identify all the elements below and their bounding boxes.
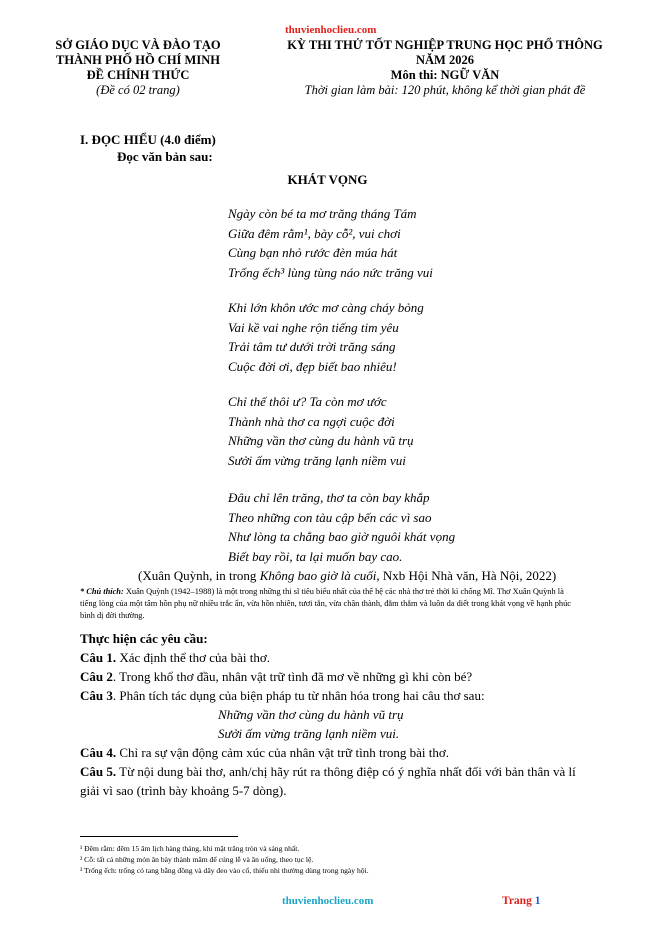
poem-line: Đâu chỉ lên trăng, thơ ta còn bay khắp <box>228 490 430 505</box>
source-book-title: Không bao giờ là cuối <box>259 568 377 583</box>
poem-stanza <box>228 298 424 376</box>
poem-source <box>138 568 556 584</box>
poem-line: Cùng bạn nhỏ rước đèn múa hát <box>228 245 398 260</box>
question-label: Câu 1. <box>80 650 117 665</box>
poem-stanza <box>228 392 414 470</box>
issuer-line: SỞ GIÁO DỤC VÀ ĐÀO TẠO <box>55 38 221 52</box>
question-text: Từ nội dung bài thơ, anh/chị hãy rút ra thông điệp có ý nghĩa nhất đối với bản thân và lí giải vì sao (trình bày khoảng 5-7 dòng). <box>80 764 576 798</box>
poem-line: Cuộc đời ơi, đẹp biết bao nhiêu! <box>228 358 397 374</box>
exam-subject: Môn thi: NGỮ VĂN <box>390 68 500 82</box>
poem-stanza <box>228 204 433 282</box>
question-1 <box>80 648 580 667</box>
poem-line: Thành nhà thơ ca ngợi cuộc đời <box>228 413 395 429</box>
poem-title: KHÁT VỌNG <box>287 172 368 187</box>
poem-line: Sưởi ấm vừng trăng lạnh niềm vui <box>228 452 406 468</box>
poem-line: Trống ếch³ lùng tùng náo nức trăng vui <box>228 264 433 280</box>
poem-line: Theo những con tàu cập bến các vì sao <box>228 509 432 525</box>
issuer-block <box>48 38 228 98</box>
official-label: ĐỀ CHÍNH THỨC <box>86 68 190 82</box>
poem-line: Như lòng ta chẳng bao giờ nguôi khát vọng <box>228 529 456 544</box>
site-watermark-top: thuvienhoclieu.com <box>285 24 377 36</box>
footnote-divider <box>80 836 238 837</box>
question-label: Câu 5. <box>80 764 117 779</box>
exam-duration: Thời gian làm bài: 120 phút, không kể thời gian phát đề <box>304 83 586 97</box>
footnote: ³ Trống ếch: trống có tang bằng đồng và dây đeo vào cổ, thiếu nhi thường dùng trong ngày hội. <box>80 866 369 875</box>
exam-title: KỲ THI THỬ TỐT NGHIỆP TRUNG HỌC PHỔ THÔNG <box>287 38 603 52</box>
question-4 <box>80 743 580 762</box>
poem-line: Những vần thơ cùng du hành vũ trụ <box>228 433 414 448</box>
poem-stanza <box>228 488 455 566</box>
poem-line: Biết bay rồi, ta lại muốn bay cao. <box>228 548 403 564</box>
source-prefix: (Xuân Quỳnh, in trong <box>138 568 260 583</box>
question-label: Câu 4. <box>80 745 117 760</box>
quoted-verse: Sưởi ấm vừng trăng lạnh niềm vui. <box>218 726 400 741</box>
question-text: . Trong khổ thơ đầu, nhân vật trữ tình đã mơ về những gì khi còn bé? <box>112 669 473 684</box>
footnote: ² Cỗ: tất cả những món ăn bày thành mâm để cúng lễ và ăn uống, theo tục lệ. <box>80 855 314 864</box>
poem-line: Chỉ thế thôi ư? Ta còn mơ ước <box>228 394 387 409</box>
note-text: Xuân Quỳnh (1942–1988) là một trong những thi sĩ tiêu biểu nhất của thế hệ các nhà thơ trẻ thời kì chống Mĩ. Thơ Xuân Quỳnh là tiếng lòng của một tâm hồn phụ nữ nhiều trắc ẩn, vừa hồn nhiên, tươi tắn, vừa chân thành, đằm thắm và luôn da diết trong khát vọng về hạnh phúc bình dị đời thường. <box>80 587 572 620</box>
section-heading: I. ĐỌC HIỂU (4.0 điểm) <box>80 132 216 147</box>
poem-line: Ngày còn bé ta mơ trăng tháng Tám <box>228 206 417 221</box>
page-number: 1 <box>534 895 541 907</box>
poem-line: Khi lớn khôn ước mơ càng cháy bỏng <box>228 300 424 315</box>
exam-title-block <box>255 38 635 98</box>
question-5 <box>80 762 580 800</box>
reading-instruction: Đọc văn bản sau: <box>117 149 213 164</box>
author-note <box>80 586 580 622</box>
site-watermark-bottom: thuvienhoclieu.com <box>282 895 374 907</box>
poem-line: Trải tâm tư dưới trời trăng sáng <box>228 339 396 354</box>
question-3 <box>80 686 580 705</box>
question-label: Câu 3 <box>80 688 113 703</box>
page-label: Trang <box>502 895 532 907</box>
quoted-verse: Những vần thơ cùng du hành vũ trụ <box>218 707 404 722</box>
question-2 <box>80 667 580 686</box>
footnote: ¹ Đêm rằm: đêm 15 âm lịch hàng tháng, khi mặt trăng tròn và sáng nhất. <box>80 844 300 853</box>
note-label: * Chú thích: <box>80 587 124 596</box>
page-indicator <box>502 895 540 907</box>
question-text: . Phân tích tác dụng của biện pháp tu từ nhân hóa trong hai câu thơ sau: <box>112 688 485 703</box>
page-count-note: (Đề có 02 trang) <box>96 83 180 97</box>
requirements-heading: Thực hiện các yêu cầu: <box>80 631 208 646</box>
source-suffix: , Nxb Hội Nhà văn, Hà Nội, 2022) <box>376 568 557 583</box>
question-text: Xác định thể thơ của bài thơ. <box>116 650 270 665</box>
issuer-line: THÀNH PHỐ HỒ CHÍ MINH <box>56 53 220 67</box>
question-text: Chỉ ra sự vận động cảm xúc của nhân vật trữ tình trong bài thơ. <box>116 745 450 760</box>
exam-year: NĂM 2026 <box>416 53 474 67</box>
poem-line: Vai kề vai nghe rộn tiếng tim yêu <box>228 319 399 335</box>
question-label: Câu 2 <box>80 669 113 684</box>
poem-line: Giữa đêm rằm¹, bày cỗ², vui chơi <box>228 225 401 241</box>
